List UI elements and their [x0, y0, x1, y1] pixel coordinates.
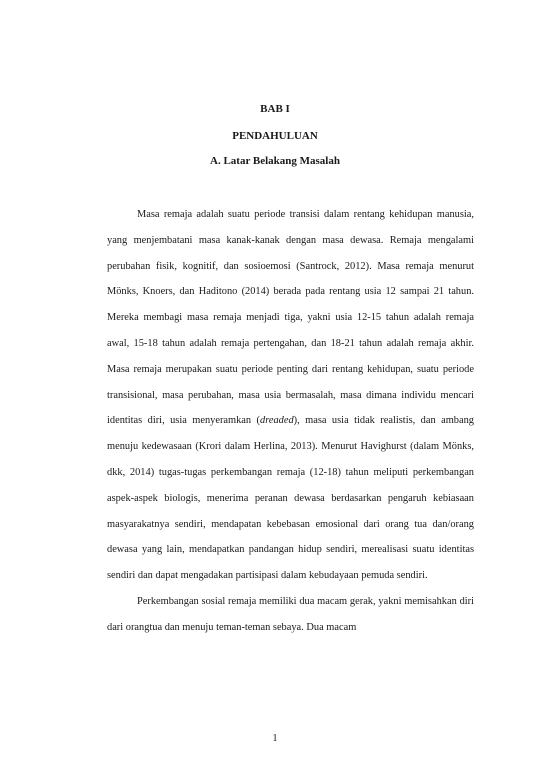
paragraph-2: Perkembangan sosial remaja memiliki dua macam gerak, yakni memisahkan diri dari orangtua dan menuju teman-teman sebaya. Dua macam — [107, 595, 474, 633]
paragraph-1 — [107, 202, 474, 589]
page-number: 1 — [272, 733, 278, 744]
chapter-title: PENDAHULUAN — [232, 130, 318, 142]
paragraph-1-term: dreaded — [260, 415, 294, 427]
paragraph-1-text-b: ), masa usia tidak realistis, dan ambang menuju kedewasaan (Krori dalam Herlina, 2013). Menurut Havighurst (dalam Mönks, dkk, 2014) tugas-tugas perkembangan remaja (12-18) tahun meliputi perkembangan aspek-aspek biologis, menerima peranan dewasa berdasarkan pengaruh kebiasaan masyarakatnya sendiri, mendapatan kebebasan emosional dari orang tua dan/orang dewasa yang lain, mendapatkan pandangan hidup sendiri, merealisasi suatu identitas sendiri dan dapat mengadakan partisipasi dalam kebudayaan pemuda sendiri. — [107, 415, 474, 582]
paragraph-1-text-a: Masa remaja adalah suatu periode transisi dalam rentang kehidupan manusia, yang menjembatani masa kanak-kanak dengan masa dewasa. Remaja mengalami perubahan fisik, kognitif, dan sosioemosi (Santrock, 2012). Masa remaja menurut Mönks, Knoers, dan Haditono (2014) berada pada rentang usia 12 sampai 21 tahun. Mereka membagi masa remaja menjadi tiga, yakni usia 12-15 tahun adalah remaja awal, 15-18 tahun adalah remaja pertengahan, dan 18-21 tahun adalah remaja akhir. Masa remaja merupakan suatu periode penting dari rentang kehidupan, suatu periode transisional, masa perubahan, masa usia bermasalah, masa dimana individu mencari identitas diri, usia menyeramkan ( — [107, 209, 474, 427]
section-title: A. Latar Belakang Masalah — [210, 155, 340, 167]
chapter-number: BAB I — [260, 103, 290, 115]
body-text — [107, 202, 474, 641]
